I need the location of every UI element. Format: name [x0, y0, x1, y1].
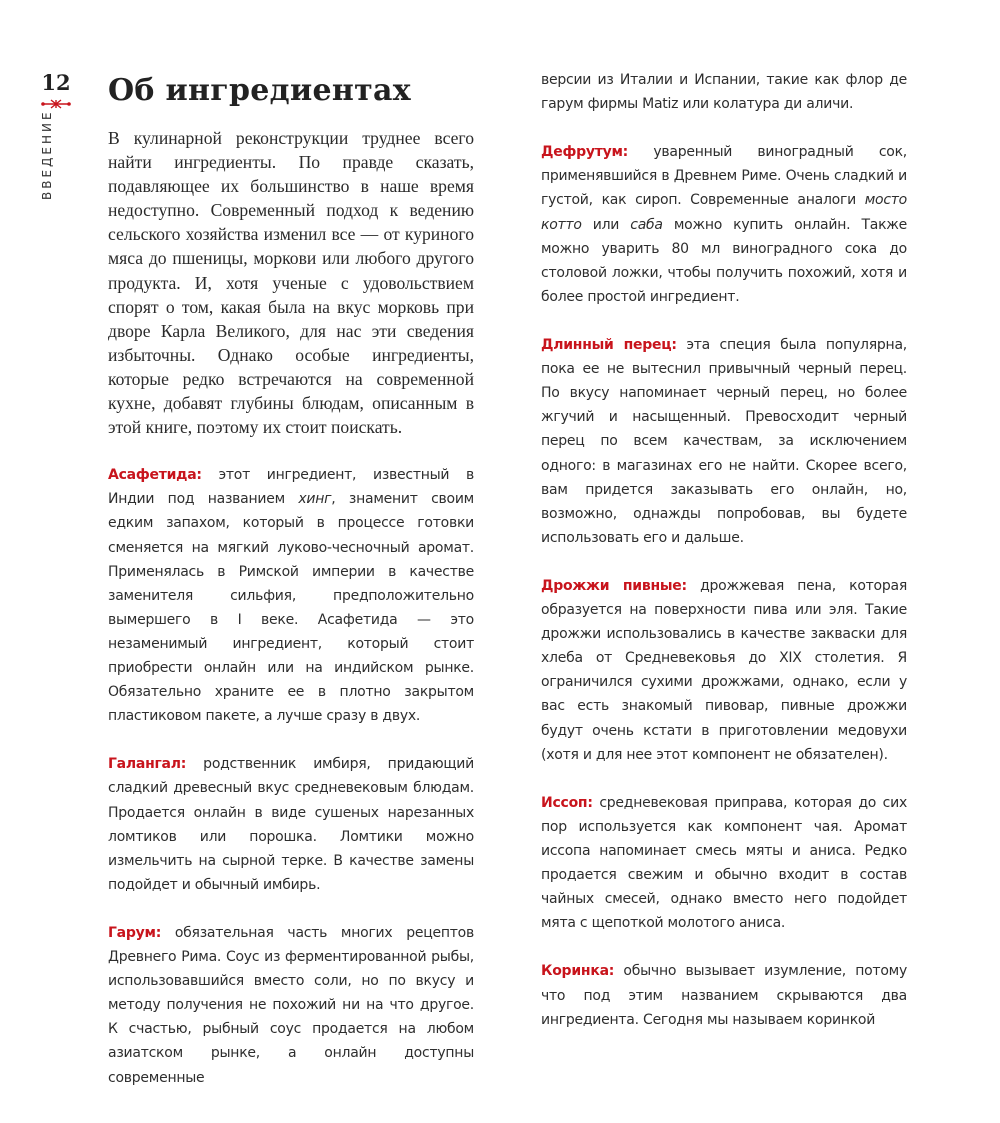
entry-text: дрожжевая пена, которая образуется на поверхности пива или эля. Такие дрожжи использовались в качестве закваски для хлеба от Средневековья до XIX столетия. Я ограничился сухими дрожжами, однако, если у вас есть знакомый пивовар, пивные дрожжи будут очень кстати в приготовлении медовухи (хотя и для нее этот компонент не обязателен).: [541, 577, 907, 763]
entry-garum-continuation: версии из Италии и Испании, такие как флор де гарум фирмы Matiz или колатура ди аличи.: [541, 72, 907, 113]
entry-term: Дрожжи пивные:: [541, 577, 687, 594]
entry-text: , знаменит своим едким запахом, который в процессе готовки сменяется на мягкий луково-чесночный аромат. Применялась в Римской империи в качестве заменителя сильфия, предположительно вымершего в I веке. Асафетида — это незаменимый ингредиент, который стоит приобрести онлайн или на индийском рынке. Обязательно храните ее в плотно закрытом пластиковом пакете, а лучше сразу в двух.: [108, 491, 474, 725]
entry-long-pepper: [541, 333, 907, 550]
entry-term: Дефрутум:: [541, 144, 629, 161]
entry-term: Галангал:: [108, 756, 187, 773]
page-number: 12: [41, 70, 71, 95]
entry-term: Коринка:: [541, 963, 615, 980]
left-column: [108, 68, 474, 1114]
entry-term: Асафетида:: [108, 467, 202, 484]
entry-galangal: [108, 752, 474, 897]
ornament-divider-icon: [38, 99, 74, 109]
entry-italic: хинг: [298, 491, 332, 508]
right-column: [541, 68, 907, 1056]
entry-brewers-yeast: [541, 574, 907, 767]
entry-asafoetida: [108, 463, 474, 728]
entry-text: можно купить онлайн. Также можно уварить 80 мл виноградного сока до столовой ложки, чтобы получить похожий, хотя и более простой ингредиент.: [541, 216, 908, 305]
entry-text: или: [581, 216, 631, 233]
intro-paragraph: В кулинарной реконструкции труднее всего найти ингредиенты. По правде сказать, подавляющее их большинство в наше время недоступно. Современный подход к ведению сельского хозяйства изменил все — от куриного мяса до пшеницы, моркови или любого другого продукта. И, хотя ученые с удовольствием спорят о том, какая была на вкус морковь при дворе Карла Великого, для нас эти сведения избыточны. Однако особые ингредиенты, которые редко встречаются на современной кухне, добавят глубины блюдам, описанным в этой книге, поэтому их стоит поискать.: [108, 128, 474, 438]
entry-italic: мосто котто: [541, 192, 907, 233]
entry-text: родственник имбиря, придающий сладкий древесный вкус средневековым блюдам. Продается онлайн в виде сушеных нарезанных ломтиков или порошка. Ломтики можно измельчить на сырной терке. В качестве замены подойдет и обычный имбирь.: [108, 756, 474, 893]
entry-term: Длинный перец:: [541, 337, 677, 354]
entry-text: эта специя была популярна, пока ее не вытеснил привычный черный перец. По вкусу напоминает черный перец, но более жгучий и насыщенный. Превосходит черный перец по всем качествам, за исключением одного: в магазинах его не найти. Скорее всего, вам придется заказывать его онлайн, но, возможно, однажды попробовав, вы будете использовать его и дальше.: [541, 337, 907, 546]
entry-text: обязательная часть многих рецептов Древнего Рима. Соус из ферментированной рыбы, использовавшийся вместо соли, но по вкусу и методу получения не похожий ни на что другое. К счастью, рыбный соус продается на любом азиатском рынке, а онлайн доступны современные: [108, 925, 474, 1086]
entry-italic: саба: [630, 216, 663, 233]
entry-hyssop: [541, 791, 907, 936]
entry-currant: [541, 959, 907, 1031]
entry-garum: [108, 921, 474, 1090]
entry-term: Иссоп:: [541, 794, 593, 811]
entry-term: Гарум:: [108, 925, 162, 941]
section-label: ВВЕДЕНИЕ: [40, 109, 54, 200]
entry-defrutum: [541, 140, 907, 309]
entry-text: уваренный виноградный сок, применявшийся в Древнем Риме. Очень сладкий и густой, как сироп. Современные аналоги: [541, 144, 907, 209]
entry-text: обычно вызывает изумление, потому что под этим названием скрываются два ингредиента. Сегодня мы называем коринкой: [541, 963, 907, 1028]
entry-text: средневековая приправа, которая до сих пор используется как компонент чая. Аромат иссопа напоминает смесь мяты и аниса. Редко продается свежим и обычно входит в состав чайных смесей, однако вместо него подойдет мята с щепоткой молотого аниса.: [541, 794, 907, 932]
page-title: Об ингредиентах: [108, 73, 411, 108]
entry-text: этот ингредиент, известный в Индии под названием: [108, 467, 474, 508]
